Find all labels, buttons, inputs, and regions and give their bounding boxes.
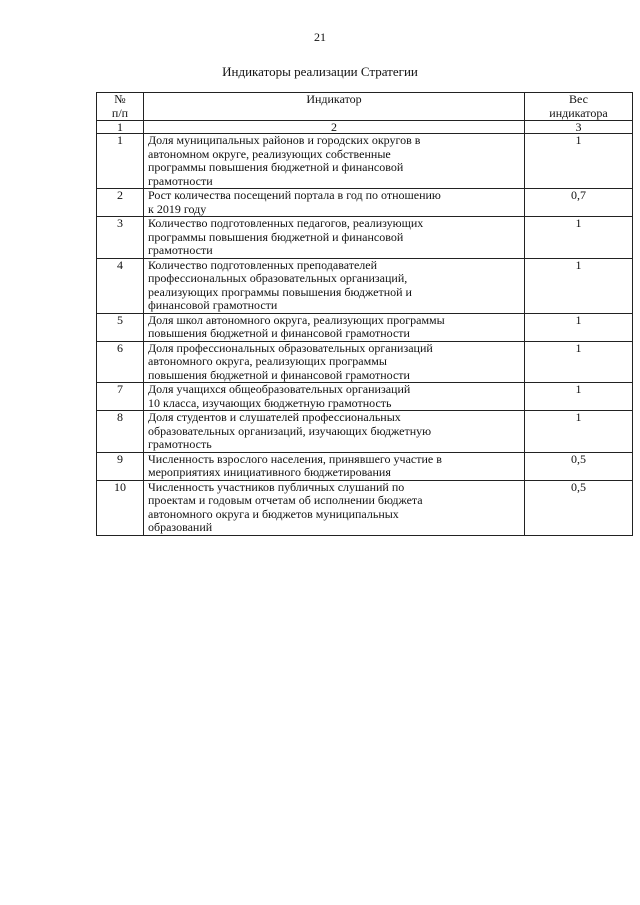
header-indicator: Индикатор [144,93,525,121]
row-number: 6 [97,341,144,383]
table-row [97,341,633,383]
row-weight: 1 [525,258,633,313]
table-row [97,313,633,341]
column-index-row [97,121,633,134]
row-indicator: Рост количества посещений портала в год по отношению к 2019 году [144,189,525,217]
row-number: 10 [97,480,144,535]
row-weight: 1 [525,313,633,341]
table-row [97,411,633,453]
column-index-1: 1 [97,121,144,134]
table-row [97,480,633,535]
row-weight: 1 [525,134,633,189]
row-weight: 0,5 [525,452,633,480]
table-row [97,217,633,259]
row-number: 8 [97,411,144,453]
table-row [97,383,633,411]
row-indicator: Доля студентов и слушателей профессиональных образовательных организаций, изучающих бюджетную грамотность [144,411,525,453]
row-indicator: Количество подготовленных преподавателей профессиональных образовательных организаций, реализующих программы повышения бюджетной и финансовой грамотности [144,258,525,313]
row-indicator: Доля школ автономного округа, реализующих программы повышения бюджетной и финансовой грамотности [144,313,525,341]
indicators-table [96,92,633,536]
row-number: 2 [97,189,144,217]
row-indicator: Доля профессиональных образовательных организаций автономного округа, реализующих программы повышения бюджетной и финансовой грамотности [144,341,525,383]
row-weight: 1 [525,383,633,411]
row-weight: 0,7 [525,189,633,217]
row-number: 5 [97,313,144,341]
row-number: 4 [97,258,144,313]
table-row [97,258,633,313]
row-weight: 0,5 [525,480,633,535]
row-weight: 1 [525,411,633,453]
column-index-2: 2 [144,121,525,134]
page-number: 21 [314,30,326,44]
column-index-3: 3 [525,121,633,134]
table-row [97,189,633,217]
header-weight: Вес индикатора [525,93,633,121]
row-number: 7 [97,383,144,411]
row-indicator: Численность взрослого населения, принявшего участие в мероприятиях инициативного бюджетирования [144,452,525,480]
table-header-row [97,93,633,121]
row-weight: 1 [525,217,633,259]
row-number: 9 [97,452,144,480]
row-number: 3 [97,217,144,259]
row-indicator: Доля учащихся общеобразовательных организаций 10 класса, изучающих бюджетную грамотность [144,383,525,411]
row-weight: 1 [525,341,633,383]
row-indicator: Доля муниципальных районов и городских округов в автономном округе, реализующих собственные программы повышения бюджетной и финансовой грамотности [144,134,525,189]
row-indicator: Количество подготовленных педагогов, реализующих программы повышения бюджетной и финансовой грамотности [144,217,525,259]
row-indicator: Численность участников публичных слушаний по проектам и годовым отчетам об исполнении бюджета автономного округа и бюджетов муниципальных образований [144,480,525,535]
header-num: № п/п [97,93,144,121]
table-row [97,452,633,480]
row-number: 1 [97,134,144,189]
document-title: Индикаторы реализации Стратегии [222,64,418,79]
table-row [97,134,633,189]
